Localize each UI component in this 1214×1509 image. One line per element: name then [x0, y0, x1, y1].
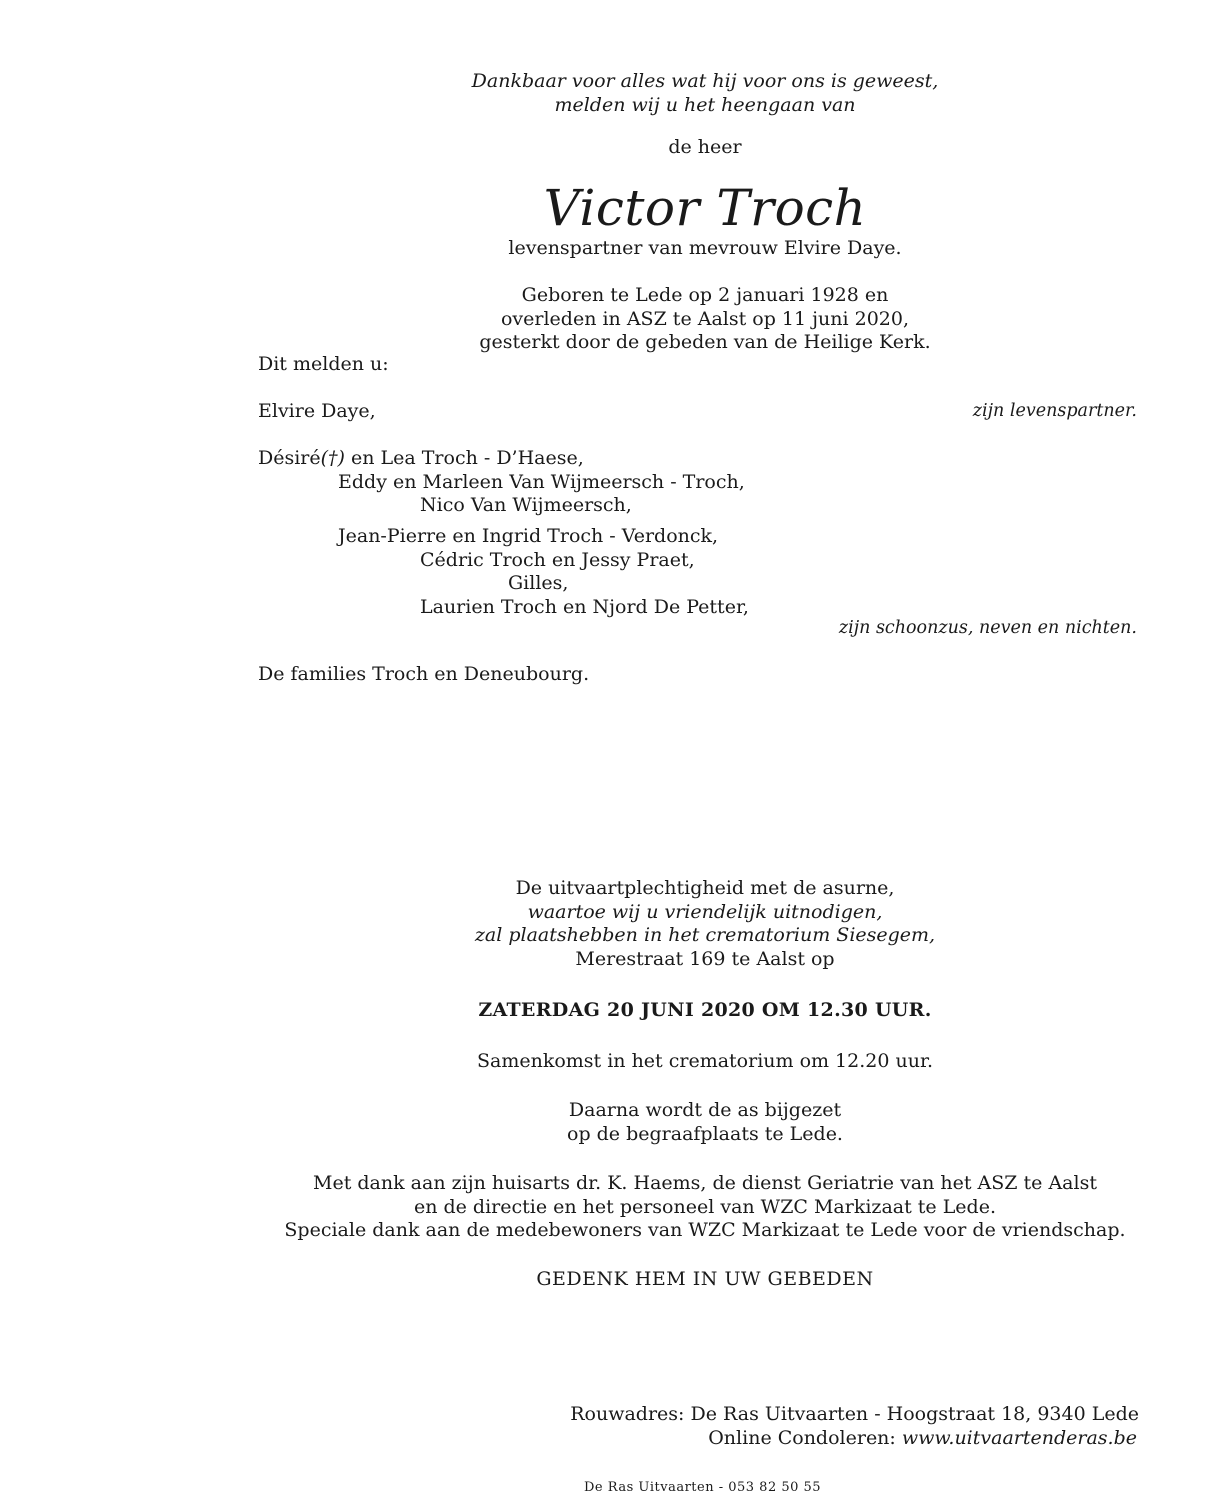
family-relation: zijn schoonzus, neven en nichten.	[838, 618, 1137, 638]
ceremony-line-4: Merestraat 169 te Aalst op	[575, 947, 835, 970]
address-line	[570, 1403, 1139, 1427]
ceremony-date: ZATERDAG 20 JUNI 2020 OM 12.30 UUR.	[478, 999, 932, 1021]
closing-line: GEDENK HEM IN UW GEBEDEN	[536, 1268, 874, 1290]
address-value: De Ras Uitvaarten - Hoogstraat 18, 9340 Lede	[690, 1403, 1139, 1425]
thanks-line-1: Met dank aan zijn huisarts dr. K. Haems, de dienst Geriatrie van het ASZ te Aalst	[313, 1172, 1097, 1194]
partner-line: levenspartner van mevrouw Elvire Daye.	[508, 237, 902, 259]
partner-relation: zijn levenspartner.	[972, 401, 1137, 421]
burial-text	[405, 1099, 1005, 1146]
birth-death-text	[405, 284, 1005, 355]
thanks-line-2: en de directie en het personeel van WZC Markizaat te Lede.	[413, 1195, 997, 1218]
family-member: Nico Van Wijmeersch,	[420, 494, 632, 516]
burial-line-2: op de begraafplaats te Lede.	[567, 1122, 843, 1145]
death-line: overleden in ASZ te Aalst op 11 juni 2020,	[500, 307, 910, 330]
family-head	[258, 447, 584, 471]
ceremony-text	[405, 877, 1005, 971]
intro-line-2: melden wij u het heengaan van	[554, 93, 856, 116]
church-line: gesterkt door de gebeden van de Heilige Kerk.	[479, 331, 931, 353]
salutation: de heer	[668, 136, 742, 158]
family-head-rest: en Lea Troch - D’Haese,	[344, 447, 584, 469]
thanks-text	[255, 1172, 1155, 1243]
family-member: Gilles,	[508, 572, 569, 594]
families-line: De families Troch en Deneubourg.	[258, 663, 590, 685]
intro-text	[405, 70, 1005, 117]
family-head-name: Désiré	[258, 447, 321, 469]
family-member: Cédric Troch en Jessy Praet,	[420, 549, 695, 571]
condolence-link[interactable]: www.uitvaartenderas.be	[901, 1427, 1137, 1449]
deceased-name: Victor Troch	[543, 179, 867, 237]
ceremony-line-2: waartoe wij u vriendelijk uitnodigen,	[527, 900, 883, 923]
condolence-line	[708, 1427, 1137, 1451]
footer: De Ras Uitvaarten - 053 82 50 55	[584, 1480, 822, 1495]
thanks-line-3: Speciale dank aan de medebewoners van WZC Markizaat te Lede voor de vriendschap.	[284, 1219, 1126, 1241]
dagger-mark: (†)	[320, 447, 345, 469]
family-member: Laurien Troch en Njord De Petter,	[420, 596, 749, 618]
family-member: Eddy en Marleen Van Wijmeersch - Troch,	[338, 471, 745, 493]
partner-name: Elvire Daye,	[258, 400, 376, 422]
announcers-heading: Dit melden u:	[258, 353, 389, 375]
gathering-line: Samenkomst in het crematorium om 12.20 uur.	[476, 1050, 934, 1072]
birth-line: Geboren te Lede op 2 januari 1928 en	[521, 284, 889, 306]
ceremony-line-3: zal plaatshebben in het crematorium Siesegem,	[474, 924, 936, 946]
intro-line-1: Dankbaar voor alles wat hij voor ons is geweest,	[471, 70, 939, 92]
address-label: Rouwadres:	[570, 1403, 685, 1425]
ceremony-line-1: De uitvaartplechtigheid met de asurne,	[515, 877, 895, 899]
burial-line-1: Daarna wordt de as bijgezet	[568, 1099, 842, 1121]
condolence-label: Online Condoleren:	[708, 1427, 896, 1449]
family-member: Jean-Pierre en Ingrid Troch - Verdonck,	[338, 525, 719, 547]
